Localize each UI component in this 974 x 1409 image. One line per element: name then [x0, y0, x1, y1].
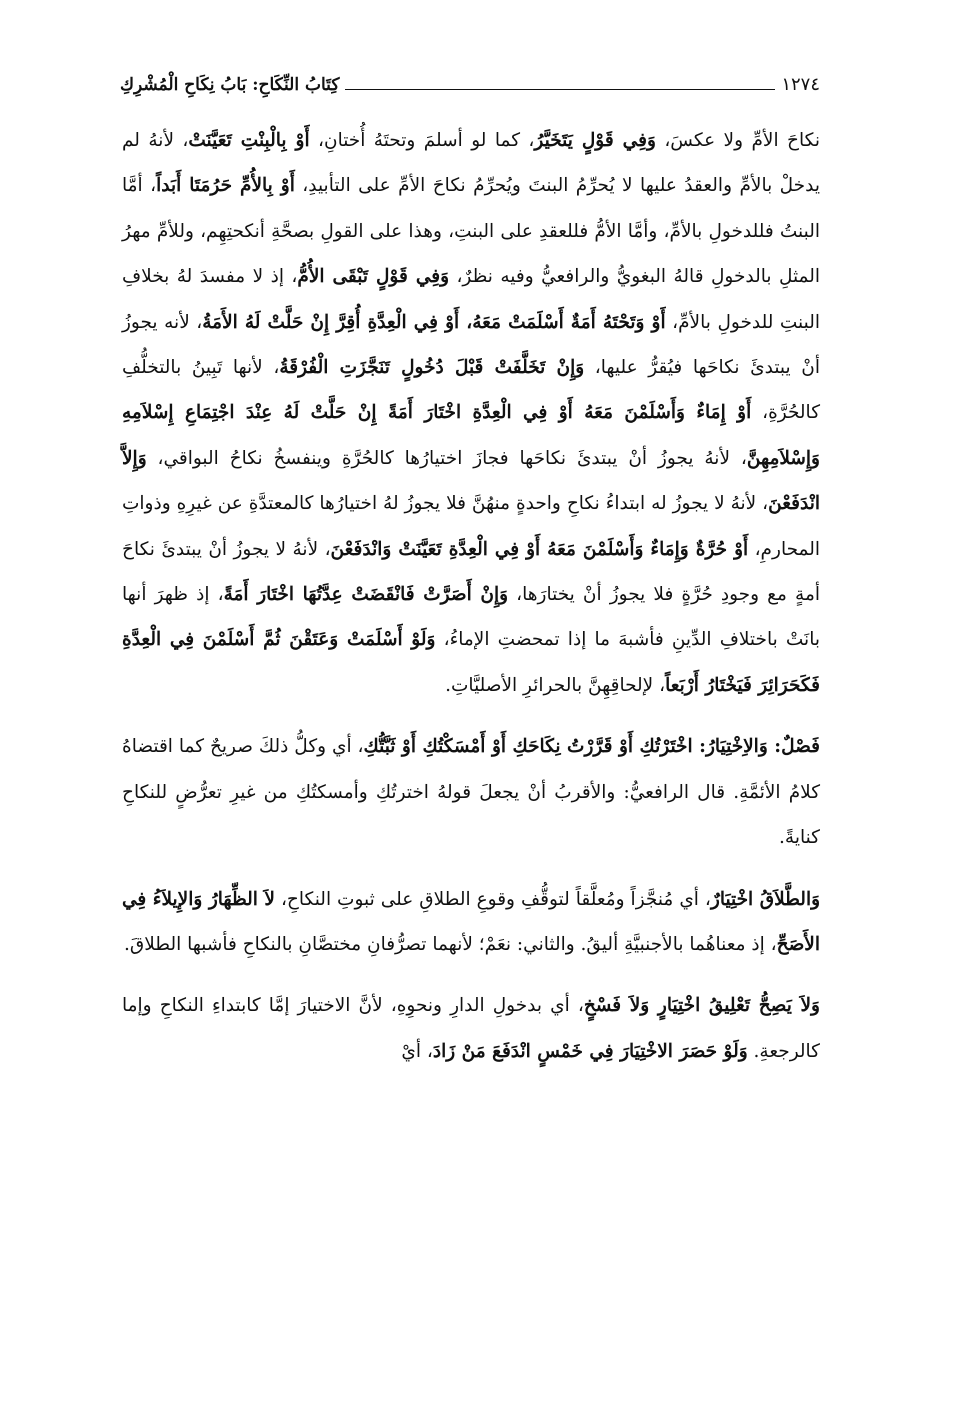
body-text: [122, 118, 820, 1074]
matn-text: وَفِي قَوْلٍ تَبْقَى الأُمُّ: [297, 266, 450, 288]
commentary-text: ، لأنهُ لم يدخلْ بالأمِّ والعقدُ عليها لا يُحرِّمُ البنتَ ويُحرِّمُ نكاحَ الأمِّ على التأبيدِ،: [122, 130, 820, 197]
header-rule: [345, 89, 775, 90]
commentary-text: ، لأنها تَبِينُ بالتخلُّفِ كالحُرَّةِ،: [122, 357, 820, 424]
matn-text: أَوْ بِالْبِنْتِ تَعَيَّنَتْ: [188, 130, 310, 151]
paragraph-1: [122, 118, 820, 708]
matn-text: وَلاَ يَصِحُّ تَعْلِيقُ اخْتِيَارٍ وَلاَ فَسْخٍ: [583, 995, 820, 1017]
commentary-text: ، أي وكلُّ ذلكَ صريحٌ كما اقتضاهُ كلامُ الأئمَّةِ. قال الرافعيُّ: والأقربُ أنْ يجعلَ قولهُ اخترتُكِ وأمسكتُكِ من غيرِ تعرُّضٍ للنكاحِ كنايةً.: [122, 736, 820, 849]
running-title: كِتَابُ النِّكَاحِ: بَابُ نِكَاحِ الْمُشْرِكِ: [120, 75, 340, 95]
commentary-text: ، أمَّا البنتُ فللدخولِ بالأمِّ، وأمَّا الأمُّ فللعقدِ على البنتِ، وهذا على القولِ بصحَّةِ أنكحتِهِم، وللأمِّ مهرُ المثلِ بالدخولِ قالهُ البغويُّ والرافعيُّ وفيه نظرٌ،: [122, 175, 821, 288]
matn-text: أَوْ بِالأُمِّ حَرُمَتَا أَبَداً: [156, 175, 295, 197]
commentary-text: ، إذ لا مفسدَ لهُ بخلافِ البنتِ للدخولِ بالأمِّ،: [122, 266, 820, 333]
paragraph-2: [122, 724, 820, 860]
commentary-text: ، لأنه يجوزُ أنْ يبتدئَ نكاحَها فيُقرُّ عليها،: [122, 311, 820, 379]
page-number: ١٢٧٤: [781, 74, 820, 95]
paragraph-4: [122, 983, 820, 1074]
matn-text: وَلَوْ حَصَرَ الاخْتِيَارَ فِي خَمْسٍ انْدَفَعَ مَنْ زَادَ: [432, 1040, 748, 1062]
commentary-text: ، لأنهُ لا يجوزُ أنْ يبتدئَ نكاحَ أمةٍ مع وجودِ حُرَّةٍ فلا يجوزُ أنْ يختارَها،: [122, 538, 820, 606]
commentary-text: ، كما لو أسلمَ وتحتَهُ أُختانِ،: [309, 130, 535, 151]
matn-text: وَفِي قَوْلٍ يَتَخَيَّرُ: [534, 130, 656, 151]
commentary-text: نكاحَ الأمِّ ولا عكسَ،: [655, 130, 820, 151]
matn-text: فَصْلٌ: وَالاِخْتِيَارُ: اخْتَرْتُكِ أَوْ قَرَّرْتُ نِكَاحَكِ أَوْ أَمْسَكْتُكِ أَوْ ثَبَّتُّكِ: [363, 736, 820, 758]
commentary-text: ، أيْ: [401, 1040, 433, 1062]
matn-text: وَالطَّلاَقُ اخْتِيَارٌ: [710, 888, 821, 910]
matn-text: أَوْ حُرَّةٌ وَإِمَاءٌ وَأَسْلَمْنَ مَعَهُ أَوْ فِي الْعِدَّةِ تَعَيَّنَتْ وَانْدَفَعْنَ: [330, 538, 749, 560]
commentary-text: ، لأنهُ يجوزُ أنْ يبتدئَ نكاحَها فجازَ اختيارُها كالحُرَّةِ وينفسخُ نكاحُ البواقي،: [146, 447, 747, 469]
page-header: [120, 58, 820, 94]
commentary-text: ، أي مُنجَّزاً ومُعلَّقاً لتوقُّفِ وقوعِ الطلاقِ على ثبوتِ النكاحِ،: [274, 888, 711, 910]
matn-text: وَإِلاَّ انْدَفَعْنَ: [122, 447, 820, 515]
matn-text: لاَ الظِّهَارُ وَالإِيلاَءُ فِي الأَصَحِّ: [122, 888, 820, 955]
commentary-text: ، أي بدخولِ الدارِ ونحوِهِ، لأنَّ الاختيارَ إمَّا كابتداءِ النكاحِ وإما كالرجعةِ.: [122, 995, 820, 1062]
commentary-text: ، لأنهُ لا يجوزُ له ابتداءُ نكاحِ واحدةٍ منهُنَّ فلا يجوزُ لهُ اختيارُها كالمعتدَّةِ عن غيرِهِ وذواتِ المحارمِ،: [122, 493, 820, 560]
commentary-text: ، لإلحاقِهِنَّ بالحرائرِ الأصليَّاتِ.: [445, 674, 666, 696]
matn-text: وَلَوْ أَسْلَمَتْ وَعَتَقْنَ ثُمَّ أَسْلَمْنَ فِي الْعِدَّةِ فَكَحَرَائِرَ فَيَخْتَارُ أَرْبَعاً: [122, 629, 820, 696]
paragraph-3: [122, 877, 820, 968]
matn-text: وَإِنْ تَخَلَّفَتْ قَبْلَ دُخُولٍ تَنَجَّزَتِ الْفُرْقَةُ: [279, 357, 585, 379]
commentary-text: ، إذ معناهُما بالأجنبيَّةِ أليقُ. والثاني: نعَمْ؛ لأنهما تصرُّفانِ مختصَّانِ بالنكاحِ فأشبها الطلاقَ.: [124, 933, 777, 955]
matn-text: أَوْ وَتَحْتَهُ أَمَةٌ أَسْلَمَتْ مَعَهُ، أَوْ فِي الْعِدَّةِ أُقِرَّ إِنْ حَلَّتْ لَهُ الأَمَةُ: [202, 311, 666, 333]
matn-text: أَوْ إِمَاءٌ وَأَسْلَمْنَ مَعَهُ أَوْ فِي الْعِدَّةِ اخْتَارَ أَمَةً إِنْ حَلَّتْ لَهُ عِنْدَ اجْتِمَاعِ إِسْلاَمِهِ وَإِسْلاَمِهِنَّ: [122, 402, 820, 469]
commentary-text: ، إذ ظهرَ أنها بانَتْ باختلافِ الدِّينِ فأشبهَ ما إذا تمحضتِ الإماءُ،: [122, 584, 820, 651]
matn-text: وَإِنْ أَصَرَّتْ فَانْقَضَتْ عِدَّتُهَا اخْتَارَ أَمَةً: [223, 584, 509, 606]
